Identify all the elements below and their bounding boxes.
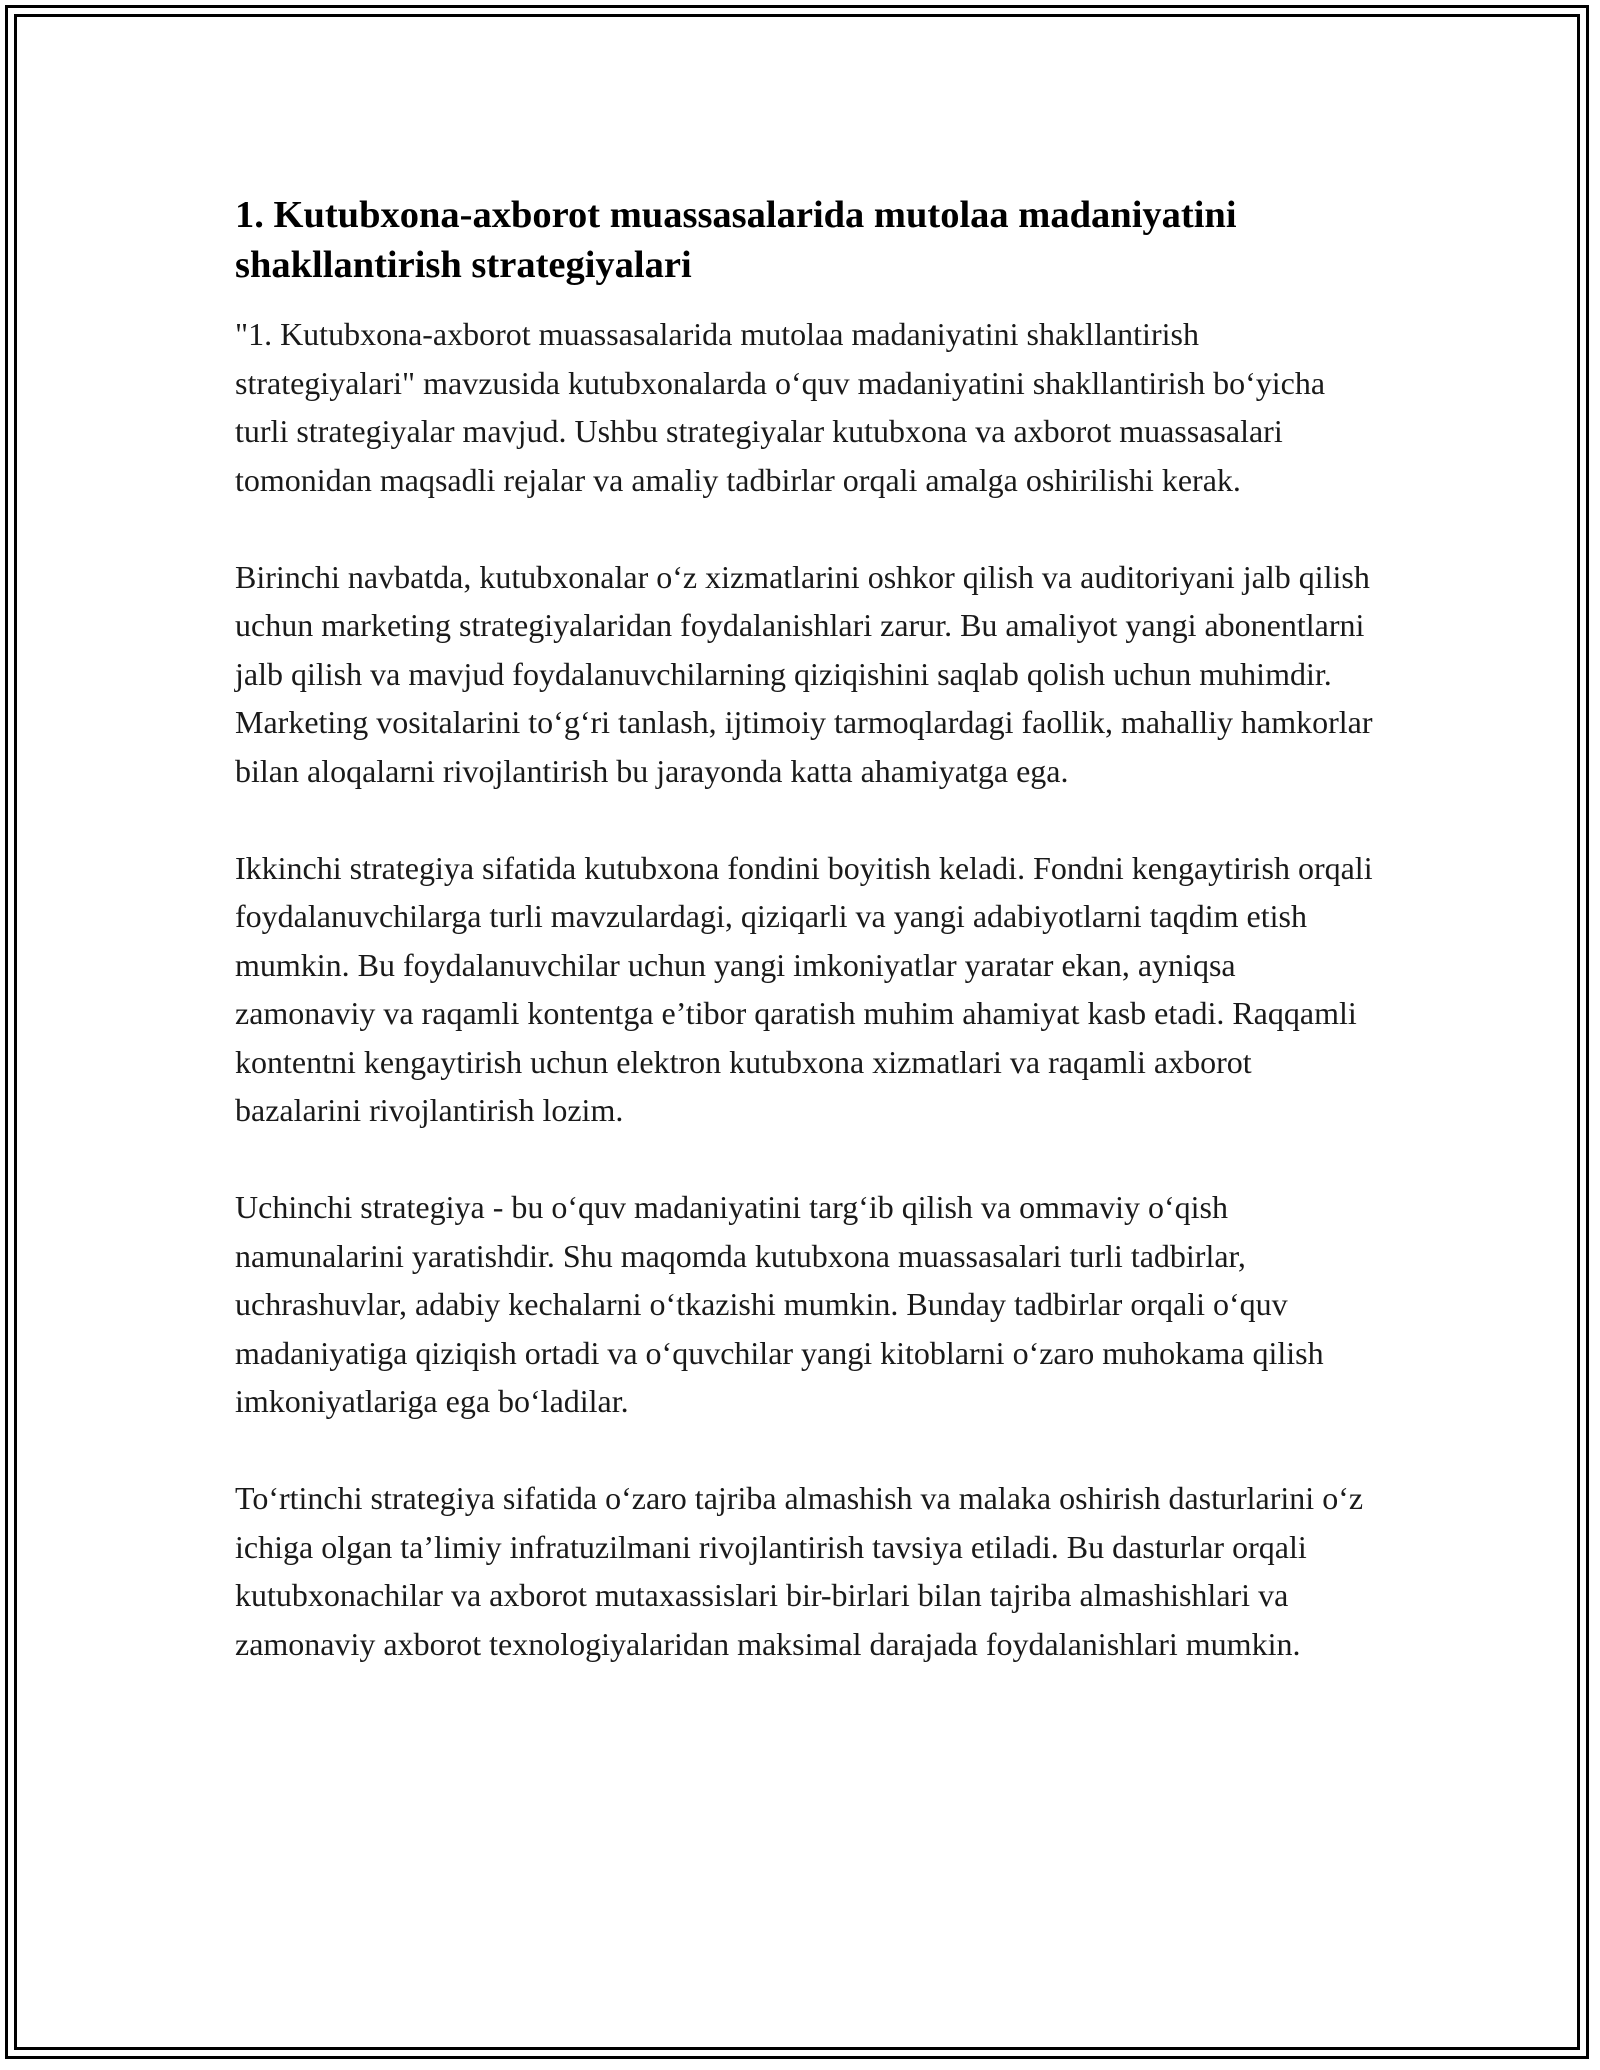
paragraph-second-strategy: Ikkinchi strategiya sifatida kutubxona fondini boyitish keladi. Fondni kengaytirish orqali foydalanuvchilarga turli mavzulardagi, qiziqarli va yangi adabiyotlarni taqdim etish mumkin. Bu foydalanuvchilar uchun yangi imkoniyatlar yaratar ekan, ayniqsa zamonaviy va raqamli kontentga e’tibor qaratish muhim ahamiyat kasb etadi. Raqqamli kontentni kengaytirish uchun elektron kutubxona xizmatlari va raqamli axborot bazalarini rivojlantirish lozim. bbox=[235, 849, 1373, 1128]
paragraph-fourth-strategy: To‘rtinchi strategiya sifatida o‘zaro tajriba almashish va malaka oshirish dasturlarini o‘z ichiga olgan ta’limiy infratuzilmani rivojlantirish tavsiya etiladi. Bu dasturlar orqali kutubxonachilar va axborot mutaxassislari bir-birlari bilan tajriba almashishlari va zamonaviy axborot texnologiyalaridan maksimal darajada foydalanishlari mumkin. bbox=[235, 1480, 1364, 1662]
paragraph-intro: "1. Kutubxona-axborot muassasalarida mutolaa madaniyatini shakllantirish strategiyalari" mavzusida kutubxonalarda o‘quv madaniyatini shakllantirish bo‘yicha turli strategiyalar mavjud. Ushbu strategiyalar kutubxona va axborot muassasalari tomonidan maqsadli rejalar va amaliy tadbirlar orqali amalga oshirilishi kerak. bbox=[235, 316, 1326, 498]
paragraph-first-strategy: Birinchi navbatda, kutubxonalar o‘z xizmatlarini oshkor qilish va auditoriyani jalb qilish uchun marketing strategiyalaridan foydalanishlari zarur. Bu amaliyot yangi abonentlarni jalb qilish va mavjud foydalanuvchilarning qiziqishini saqlab qolish uchun muhimdir. Marketing vositalarini to‘g‘ri tanlash, ijtimoiy tarmoqlardagi faollik, mahalliy hamkorlar bilan aloqalarni rivojlantirish bu jarayonda katta ahamiyatga ega. bbox=[235, 558, 1373, 789]
document-title: 1. Kutubxona-axborot muassasalarida mutolaa madaniyatini shakllantirish strategiyalari bbox=[235, 194, 1237, 286]
paragraph-third-strategy: Uchinchi strategiya - bu o‘quv madaniyatini targ‘ib qilish va ommaviy o‘qish namunalarini yaratishdir. Shu maqomda kutubxona muassasalari turli tadbirlar, uchrashuvlar, adabiy kechalarni o‘tkazishi mumkin. Bunday tadbirlar orqali o‘quv madaniyatiga qiziqish ortadi va o‘quvchilar yangi kitoblarni o‘zaro muhokama qilish imkoniyatlariga ega bo‘ladilar. bbox=[235, 1189, 1324, 1419]
document-body bbox=[235, 190, 1375, 1717]
